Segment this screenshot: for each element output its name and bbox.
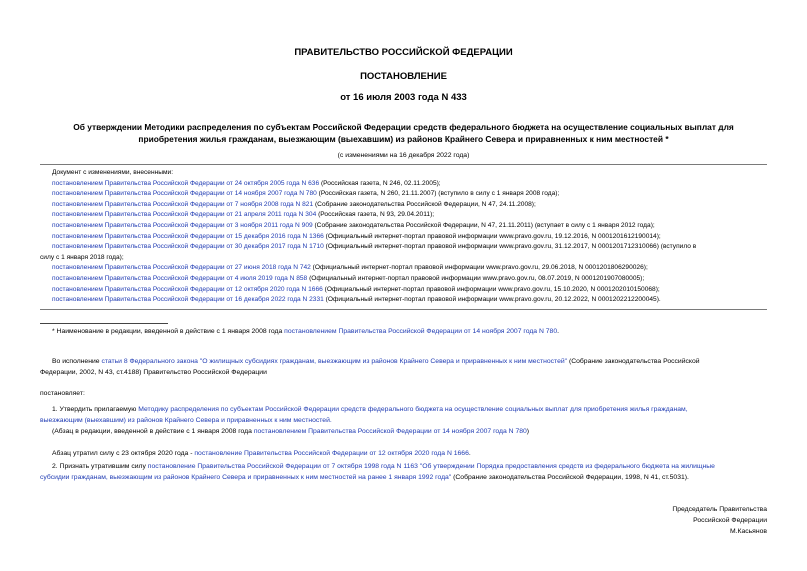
item-1: 1. Утвердить прилагаемую Методику распределения по субъектам Российской Федерации средств федерального бюджета на осуществление социальных выплат для приобретения жилья гражданам, выезжающим (выехавшим) из районов Крайнего Севера и приравненных к ним местностей. (Абзац в редакции, введенной в действие с 1 января 2008 года постановлением Правительства Российской Федерации от 14 ноября 2007 года N 780) <box>40 404 767 437</box>
repealed-decree-link[interactable]: постановление Правительства Российской Федерации от 7 октября 1998 года N 1163 "Об утверждении Порядка предоставления средств из федерального бюджета на жилищные <box>147 463 715 470</box>
change-link[interactable]: постановлением Правительства Российской Федерации от 24 октября 2005 года N 636 <box>52 179 320 187</box>
changes-intro: Документ с изменениями, внесенными: <box>52 169 174 176</box>
change-item: постановлением Правительства Российской Федерации от 15 декабря 2016 года N 1366 (Официальный интернет-портал правовой информации www.pravo.gov.ru, 19.12.2016, N 0001201612190014); <box>52 232 661 240</box>
change-item: постановлением Правительства Российской Федерации от 30 декабря 2017 года N 1710 (Официальный интернет-портал правовой информации www.pravo.gov.ru, 31.12.2017, N 0001201712310066) (вступило в <box>52 243 697 251</box>
change-link[interactable]: постановлением Правительства Российской Федерации от 12 октября 2020 года N 1666 <box>52 285 323 293</box>
change-item: постановлением Правительства Российской Федерации от 12 октября 2020 года N 1666 (Официальный интернет-портал правовой информации www.pravo.gov.ru, 15.10.2020, N 0001202010150068); <box>52 285 660 293</box>
item-1-note: (Абзац в редакции, введенной в действие с 1 января 2008 года постановлением Правительства Российской Федерации от 14 ноября 2007 года N 780) <box>52 428 530 435</box>
document-title-line-1: Об утверждении Методики распределения по субъектам Российской Федерации средств федерального бюджета на осуществление социальных выплат для <box>73 122 734 132</box>
document-date: от 16 июля 2003 года N 433 <box>340 92 467 103</box>
document-title-line-2: приобретения жилья гражданам, выезжающим (выехавшим) из районов Крайнего Севера и приравненных к ним местностей * <box>138 134 669 144</box>
methodology-link-continuation[interactable]: выезжающим (выехавшим) из районов Крайнего Севера и приравненных к ним местностей. <box>40 417 332 424</box>
changes-date-note: (с изменениями на 16 декабря 2022 года) <box>337 152 470 159</box>
change-item: постановлением Правительства Российской Федерации от 7 ноября 2008 года N 821 (Собрание законодательства Российской Федерации, N 47, 24.11.2008); <box>52 200 536 208</box>
change-link[interactable]: постановлением Правительства Российской Федерации от 14 ноября 2007 года N 780 <box>52 190 317 198</box>
changes-bottom-divider <box>40 309 767 310</box>
change-link[interactable]: постановлением Правительства Российской Федерации от 7 ноября 2008 года N 821 <box>52 200 314 208</box>
preamble-paragraph: Во исполнение статьи 8 Федерального закона "О жилищных субсидиях гражданам, выезжающим из районов Крайнего Севера и приравненных к ним местностей" (Собрание законодательства Российской Федерации, 2002, N 43, ст.4188) Правительство Российской Федерации <box>40 358 700 376</box>
repealed-paragraph-note: Абзац утратил силу с 23 октября 2020 года - постановление Правительства Российской Федерации от 12 октября 2020 года N 1666. <box>52 450 471 457</box>
change-item: постановлением Правительства Российской Федерации от 3 ноября 2011 года N 909 (Собрание законодательства Российской Федерации, N 47, 21.11.2011) (вступает в силу с 1 января 2012 года); <box>52 221 655 229</box>
change-link[interactable]: постановлением Правительства Российской Федерации от 30 декабря 2017 года N 1710 <box>52 243 324 251</box>
item-1-note-link[interactable]: постановлением Правительства Российской Федерации от 14 ноября 2007 года N 780 <box>253 428 527 435</box>
change-item: постановлением Правительства Российской Федерации от 27 июня 2018 года N 742 (Официальный интернет-портал правовой информации www.pravo.gov.ru, 29.06.2018, N 0001201806290026); <box>52 264 648 272</box>
change-link[interactable]: постановлением Правительства Российской Федерации от 3 ноября 2011 года N 909 <box>52 221 313 229</box>
changes-list <box>40 168 772 306</box>
change-item: постановлением Правительства Российской Федерации от 21 апреля 2011 года N 304 (Российская газета, N 93, 29.04.2011); <box>52 211 435 219</box>
change-item: постановлением Правительства Российской Федерации от 16 декабря 2022 года N 2331 (Официальный интернет-портал правовой информации www.pravo.gov.ru, 20.12.2022, N 0001202212200045). <box>52 296 661 304</box>
repeal-decree-link[interactable]: постановление Правительства Российской Федерации от 12 октября 2020 года N 1666 <box>194 450 469 457</box>
change-item-continuation: силу с 1 января 2018 года); <box>40 253 124 261</box>
signature-title: Председатель Правительства <box>672 506 767 513</box>
signature-name: М.Касьянов <box>729 528 767 535</box>
changes-top-divider <box>40 164 767 165</box>
change-item: постановлением Правительства Российской Федерации от 24 октября 2005 года N 636 (Российская газета, N 246, 02.11.2005); <box>52 179 441 187</box>
item-2: 2. Признать утратившим силу постановление Правительства Российской Федерации от 7 октября 1998 года N 1163 "Об утверждении Порядка предоставления средств из федерального бюджета на жилищные субсидии гражданам, выезжающим из районов Крайнего Севера и приравненных к ним местностей на ранее 1 января 1992 года" (Собрание законодательства Российской Федерации, 1998, N 41, ст.5031). <box>40 463 715 481</box>
change-link[interactable]: постановлением Правительства Российской Федерации от 16 декабря 2022 года N 2331 <box>52 296 324 304</box>
change-link[interactable]: постановлением Правительства Российской Федерации от 15 декабря 2016 года N 1366 <box>52 232 324 240</box>
footnote: * Наименование в редакции, введенной в действие с 1 января 2008 года постановлением Правительства Российской Федерации от 14 ноября 2007 года N 780. <box>52 328 559 335</box>
change-link[interactable]: постановлением Правительства Российской Федерации от 4 июля 2019 года N 858 <box>52 274 308 282</box>
change-item: постановлением Правительства Российской Федерации от 14 ноября 2007 года N 780 (Российская газета, N 260, 21.11.2007) (вступило в силу с 1 января 2008 года); <box>52 190 560 198</box>
change-item: постановлением Правительства Российской Федерации от 4 июля 2019 года N 858 (Официальный интернет-портал правовой информации www.pravo.gov.ru, 08.07.2019, N 0001201907080005); <box>52 274 645 282</box>
signature-org: Российской Федерации <box>693 517 767 524</box>
footnote-link[interactable]: постановлением Правительства Российской Федерации от 14 ноября 2007 года N 780 <box>284 328 558 335</box>
repealed-decree-link-continuation[interactable]: субсидии гражданам, выезжающим из районов Крайнего Севера и приравненных к ним местностей на ранее 1 января 1992 года" <box>40 474 452 481</box>
government-heading: ПРАВИТЕЛЬСТВО РОССИЙСКОЙ ФЕДЕРАЦИИ <box>294 47 513 58</box>
footnote-divider <box>40 323 168 324</box>
document-type: ПОСТАНОВЛЕНИЕ <box>360 71 447 82</box>
change-link[interactable]: постановлением Правительства Российской Федерации от 27 июня 2018 года N 742 <box>52 264 311 272</box>
change-link[interactable]: постановлением Правительства Российской Федерации от 21 апреля 2011 года N 304 <box>52 211 317 219</box>
law-article-link[interactable]: статьи 8 Федерального закона "О жилищных субсидиях гражданам, выезжающим из районов Крайнего Севера и приравненных к ним местностей" <box>101 358 568 365</box>
signature-block <box>672 504 767 537</box>
decree-word: постановляет: <box>40 390 85 397</box>
methodology-link[interactable]: Методику распределения по субъектам Российской Федерации средств федерального бюджета на осуществление социальных выплат для приобретения жилья гражданам, <box>138 406 688 413</box>
